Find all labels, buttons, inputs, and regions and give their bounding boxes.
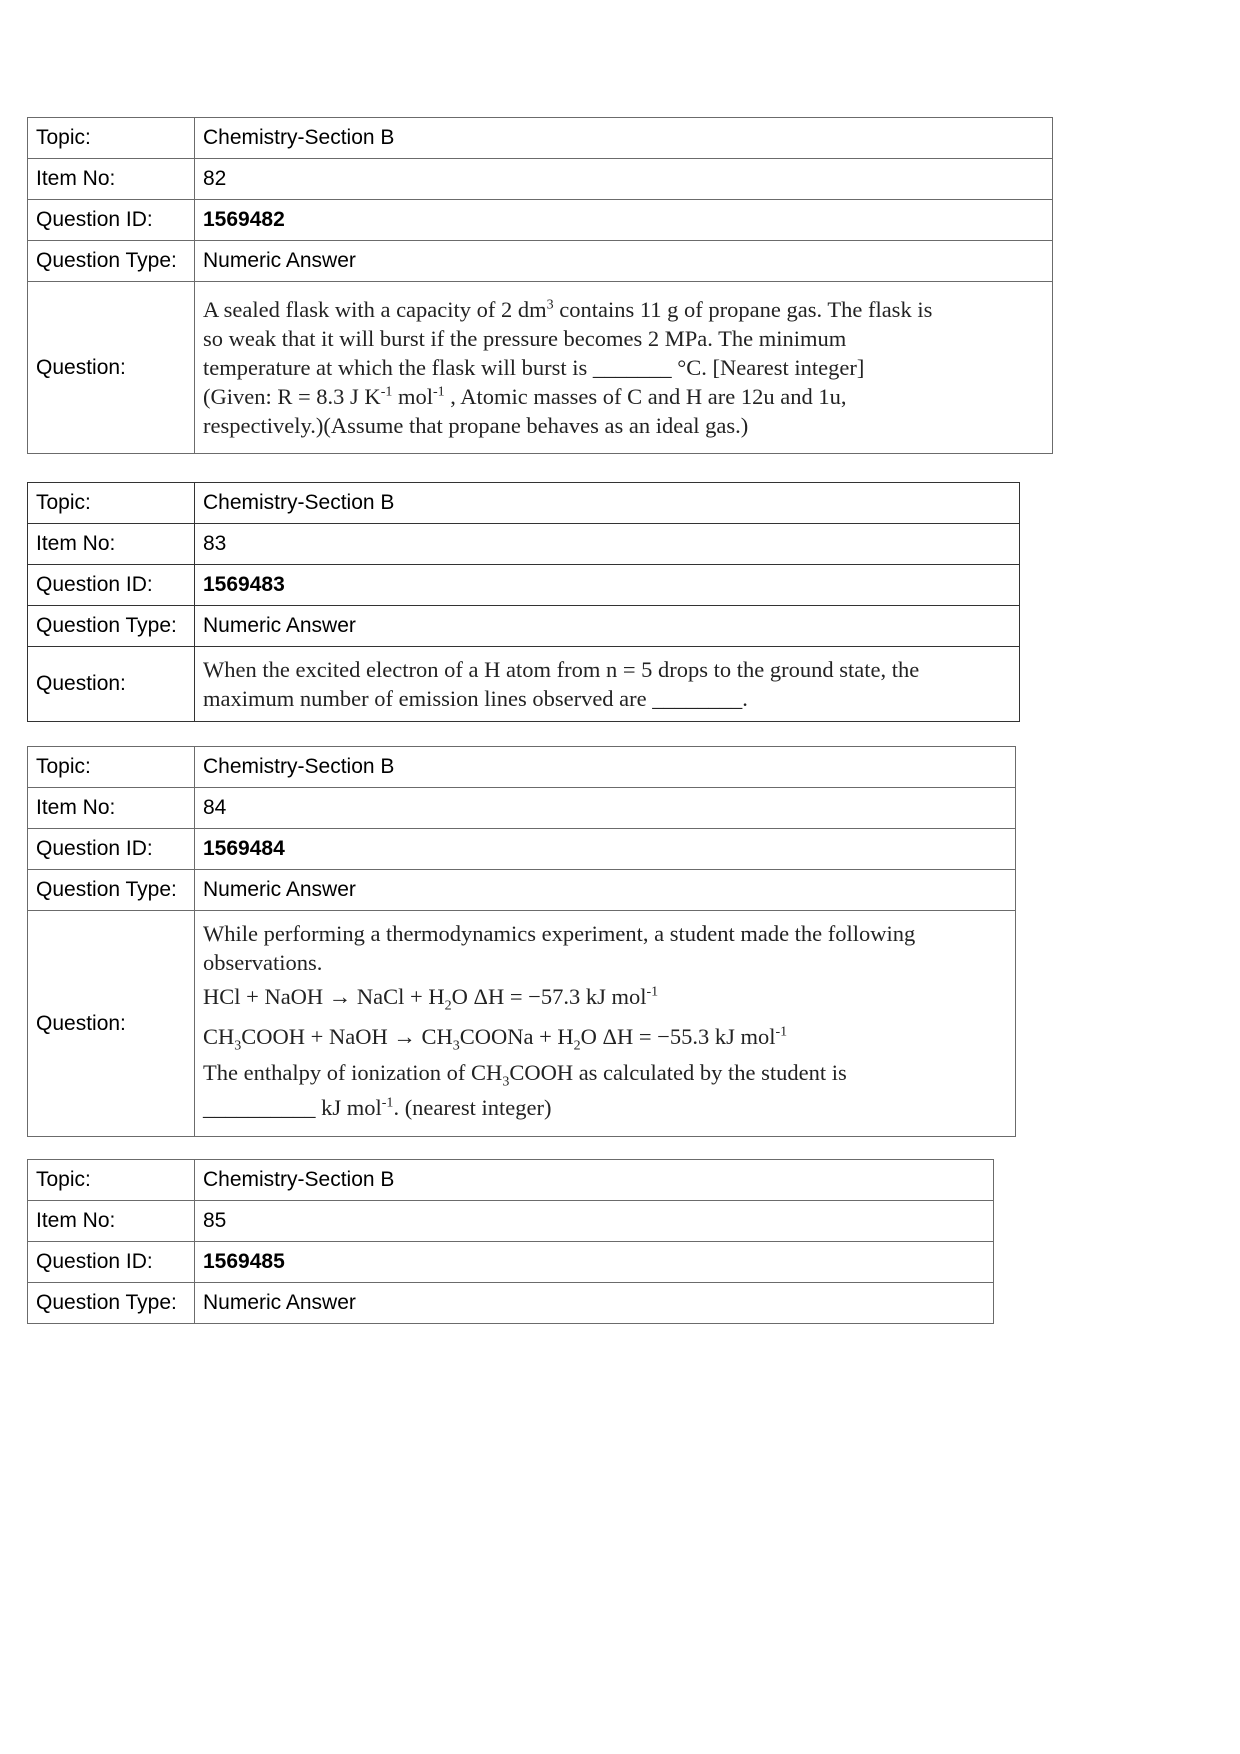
item-no-row [28, 788, 1016, 829]
topic-value: Chemistry-Section B [195, 1160, 994, 1201]
question-row [28, 911, 1016, 1137]
question-type-label: Question Type: [28, 870, 195, 911]
question-id-label: Question ID: [28, 565, 195, 606]
topic-value: Chemistry-Section B [195, 483, 1020, 524]
question-table-82 [27, 117, 1053, 454]
question-type-row [28, 606, 1020, 647]
question-line: maximum number of emission lines observed are ________. [203, 686, 748, 711]
question-line: The enthalpy of ionization of $CH_3COOH$ as calculated by the student is [203, 1060, 847, 1090]
topic-label: Topic: [28, 747, 195, 788]
question-type-value: Numeric Answer [195, 606, 1020, 647]
question-type-label: Question Type: [28, 606, 195, 647]
question-line: When the excited electron of a H atom from n = 5 drops to the ground state, the [203, 657, 920, 682]
item-no-value: 83 [195, 524, 1020, 565]
question-id-label: Question ID: [28, 200, 195, 241]
question-label: Question: [28, 282, 195, 454]
question-line: A sealed flask with a capacity of 2 $dm^3$ contains 11 g of propane gas. The flask is [203, 297, 933, 322]
equation-line: HCl + NaOH → NaCl + $H_2O$ ΔH = −57.3 kJ mol$^{-1}$ [203, 984, 659, 1014]
topic-value: Chemistry-Section B [195, 118, 1053, 159]
equation-line: $CH_3COOH$ + NaOH → $CH_3COONa + H_2O$ ΔH = −55.3 kJ mol$^{-1}$ [203, 1024, 788, 1054]
question-row [28, 282, 1053, 454]
item-no-row [28, 524, 1020, 565]
item-no-value: 84 [195, 788, 1016, 829]
item-no-value: 85 [195, 1201, 994, 1242]
topic-label: Topic: [28, 483, 195, 524]
item-no-row [28, 159, 1053, 200]
question-id-value: 1569482 [195, 200, 1053, 241]
question-text [195, 282, 1053, 454]
question-line: temperature at which the flask will burst is _______ °C. [Nearest integer] [203, 355, 865, 380]
question-type-row [28, 870, 1016, 911]
question-label: Question: [28, 911, 195, 1137]
topic-row [28, 1160, 994, 1201]
item-no-label: Item No: [28, 524, 195, 565]
topic-row [28, 747, 1016, 788]
question-table-85 [27, 1159, 994, 1324]
question-id-row [28, 565, 1020, 606]
question-type-row [28, 241, 1053, 282]
question-text [195, 911, 1016, 1137]
question-id-row [28, 200, 1053, 241]
question-id-row [28, 1242, 994, 1283]
question-id-label: Question ID: [28, 1242, 195, 1283]
question-label: Question: [28, 647, 195, 722]
question-id-value: 1569483 [195, 565, 1020, 606]
topic-label: Topic: [28, 118, 195, 159]
question-id-row [28, 829, 1016, 870]
question-type-label: Question Type: [28, 1283, 195, 1324]
item-no-label: Item No: [28, 788, 195, 829]
topic-row [28, 483, 1020, 524]
question-type-value: Numeric Answer [195, 241, 1053, 282]
question-line: While performing a thermodynamics experiment, a student made the following [203, 921, 916, 946]
question-line: (Given: R = 8.3 J $K^{-1}$ mol$^{-1}$ , Atomic masses of C and H are 12u and 1u, [203, 384, 847, 409]
question-text [195, 647, 1020, 722]
question-type-label: Question Type: [28, 241, 195, 282]
question-line: so weak that it will burst if the pressure becomes 2 MPa. The minimum [203, 326, 847, 351]
question-line: __________ kJ mol$^{-1}$. (nearest integer) [203, 1095, 552, 1120]
question-line: observations. [203, 950, 323, 975]
question-id-label: Question ID: [28, 829, 195, 870]
question-line: respectively.)(Assume that propane behaves as an ideal gas.) [203, 413, 749, 438]
item-no-label: Item No: [28, 1201, 195, 1242]
question-table-84 [27, 746, 1016, 1137]
topic-label: Topic: [28, 1160, 195, 1201]
topic-row [28, 118, 1053, 159]
item-no-label: Item No: [28, 159, 195, 200]
question-id-value: 1569485 [195, 1242, 994, 1283]
question-type-row [28, 1283, 994, 1324]
topic-value: Chemistry-Section B [195, 747, 1016, 788]
item-no-value: 82 [195, 159, 1053, 200]
question-row [28, 647, 1020, 722]
question-id-value: 1569484 [195, 829, 1016, 870]
question-type-value: Numeric Answer [195, 870, 1016, 911]
item-no-row [28, 1201, 994, 1242]
question-table-83 [27, 482, 1020, 722]
question-type-value: Numeric Answer [195, 1283, 994, 1324]
